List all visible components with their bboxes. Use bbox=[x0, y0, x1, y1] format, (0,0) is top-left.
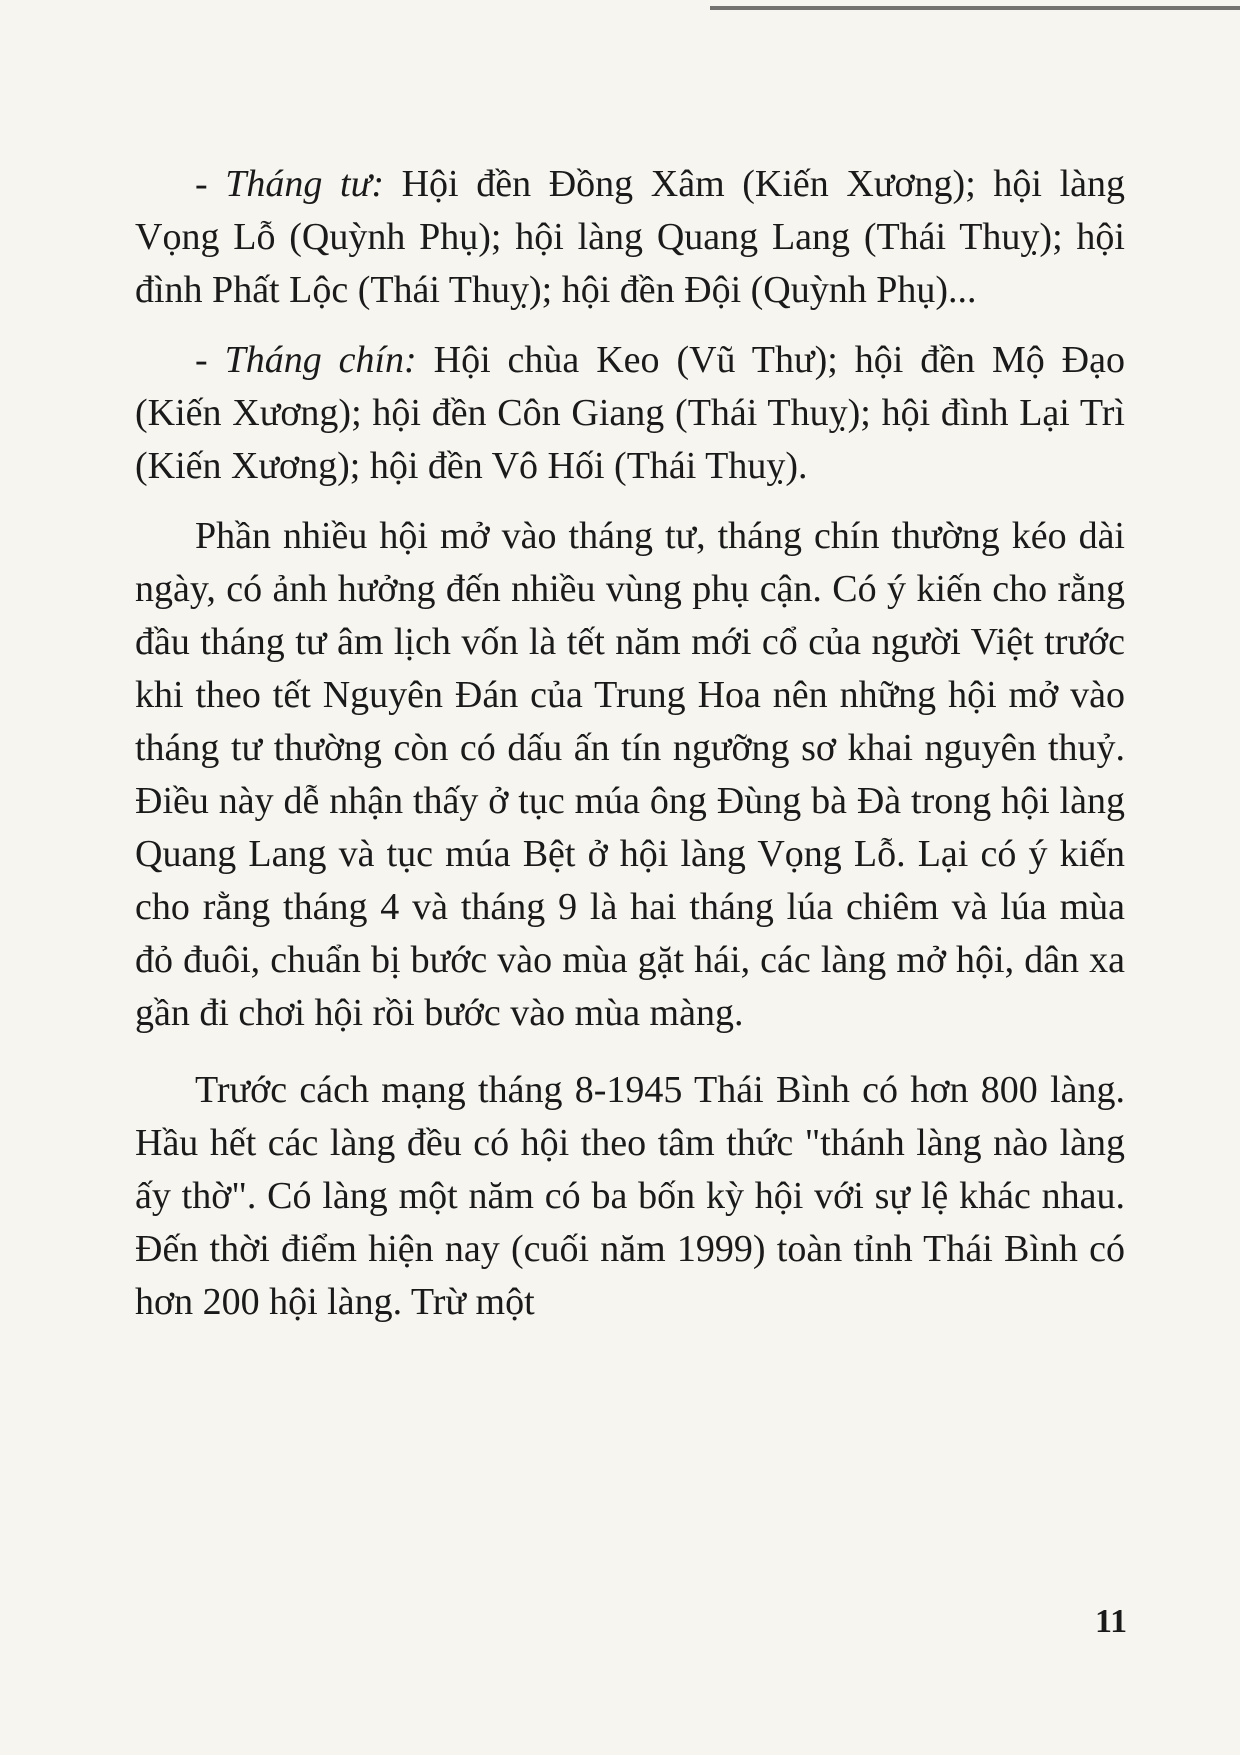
page-body bbox=[135, 158, 1125, 1329]
paragraph-lead: - Tháng tư: bbox=[195, 163, 384, 205]
paragraph-lead: - Tháng chín: bbox=[195, 339, 417, 381]
paragraph-text: Phần nhiều hội mở vào tháng tư, tháng chín thường kéo dài ngày, có ảnh hưởng đến nhiều vùng phụ cận. Có ý kiến cho rằng đầu tháng tư âm lịch vốn là tết năm mới cổ của người Việt trước khi theo tết Nguyên Đán của Trung Hoa nên những hội mở vào tháng tư thường còn có dấu ấn tín ngưỡng sơ khai nguyên thuỷ. Điều này dễ nhận thấy ở tục múa ông Đùng bà Đà trong hội làng Quang Lang và tục múa Bệt ở hội làng Vọng Lỗ. Lại có ý kiến cho rằng tháng 4 và tháng 9 là hai tháng lúa chiêm và lúa mùa đỏ đuôi, chuẩn bị bước vào mùa gặt hái, các làng mở hội, dân xa gần đi chơi hội rồi bước vào mùa màng. bbox=[135, 515, 1125, 1034]
paragraph-text: Hội chùa Keo (Vũ Thư); hội đền Mộ Đạo (Kiến Xương); hội đền Côn Giang (Thái Thuỵ); hội đình Lại Trì (Kiến Xương); hội đền Vô Hối (Thái Thuỵ). bbox=[135, 339, 1125, 487]
paragraph-thang-tu bbox=[135, 158, 1125, 317]
paragraph-thang-chin bbox=[135, 334, 1125, 493]
paragraph-text: Trước cách mạng tháng 8-1945 Thái Bình có hơn 800 làng. Hầu hết các làng đều có hội theo tâm thức "thánh làng nào làng ấy thờ". Có làng một năm có ba bốn kỳ hội với sự lệ khác nhau. Đến thời điểm hiện nay (cuối năm 1999) toàn tỉnh Thái Bình có hơn 200 hội làng. Trừ một bbox=[135, 1069, 1125, 1323]
page-edge-shadow bbox=[710, 6, 1240, 10]
paragraph-body bbox=[135, 510, 1125, 1040]
paragraph-text: Hội đền Đồng Xâm (Kiến Xương); hội làng Vọng Lỗ (Quỳnh Phụ); hội làng Quang Lang (Thái Thuỵ); hội đình Phất Lộc (Thái Thuỵ); hội đền Đội (Quỳnh Phụ)... bbox=[135, 163, 1125, 311]
page-number: 11 bbox=[1095, 1603, 1128, 1640]
paragraph-body bbox=[135, 1064, 1125, 1329]
